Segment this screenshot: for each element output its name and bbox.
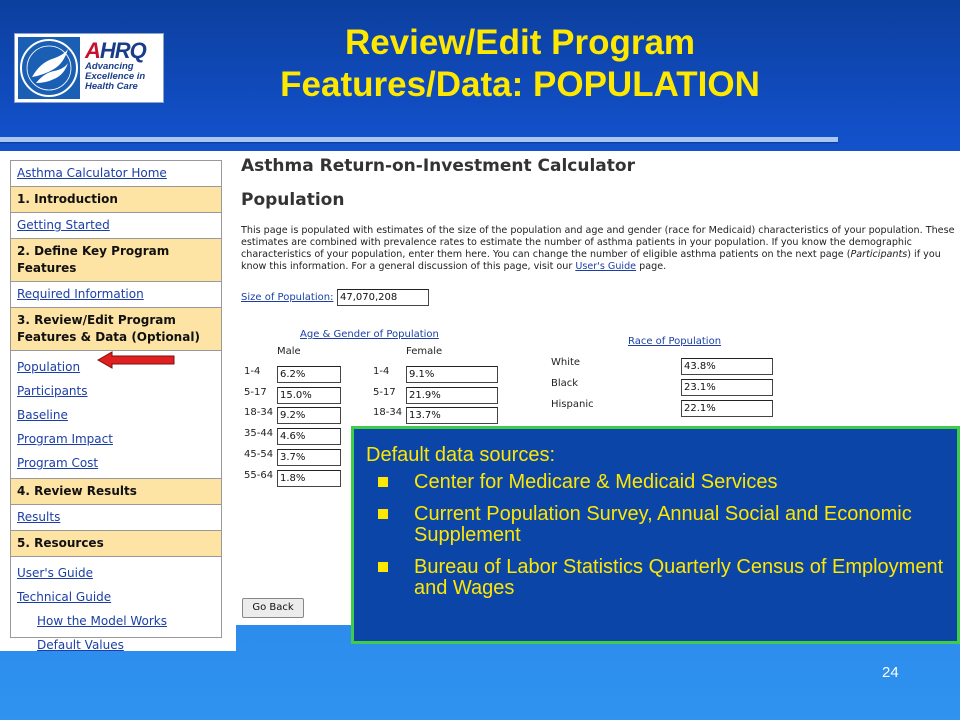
slide-title-line-2: Features/Data: POPULATION	[280, 65, 760, 104]
nav-section-review-edit: 3. Review/Edit Program Features & Data (Optional)	[11, 308, 221, 351]
nav-item-home[interactable]	[11, 161, 221, 187]
age-label: 1-4	[244, 366, 261, 377]
female-percent-input[interactable]: 9.1%	[406, 366, 498, 383]
age-label: 18-34	[244, 407, 274, 418]
nav-section-resources: 5. Resources	[11, 531, 221, 557]
nav-link-participants[interactable]: Participants	[17, 384, 88, 398]
ahrq-tagline-3: Health Care	[85, 81, 138, 92]
age-label: 55-64	[244, 470, 274, 481]
nav-link-home[interactable]: Asthma Calculator Home	[17, 166, 167, 180]
slide-title	[170, 22, 870, 106]
male-percent-input[interactable]: 1.8%	[277, 470, 341, 487]
data-source-item: Current Population Survey, Annual Social and Economic Supplement	[366, 504, 957, 546]
callout-heading: Default data sources:	[366, 444, 555, 466]
ahrq-logo: AHRQ Advancing Excellence in Health Care	[85, 38, 161, 100]
users-guide-link[interactable]: User's Guide	[575, 261, 637, 272]
nav-link-default-values[interactable]: Default Values	[37, 638, 124, 652]
size-of-population-input[interactable]: 47,070,208	[337, 289, 429, 306]
red-arrow-icon	[96, 351, 176, 369]
nav-link-how-model-works[interactable]: How the Model Works	[37, 614, 167, 628]
nav-link-users-guide[interactable]: User's Guide	[17, 566, 93, 580]
hhs-seal-icon	[18, 37, 80, 99]
race-label: Hispanic	[551, 399, 594, 410]
nav-section-introduction: 1. Introduction	[11, 187, 221, 213]
race-heading[interactable]: Race of Population	[628, 336, 722, 347]
male-percent-input[interactable]: 4.6%	[277, 428, 341, 445]
female-percent-input[interactable]: 21.9%	[406, 387, 498, 404]
nav-link-population[interactable]: Population	[17, 360, 81, 374]
size-of-population-label[interactable]: Size of Population:	[241, 292, 334, 303]
age-label: 1-4	[373, 366, 390, 377]
data-source-item: Bureau of Labor Statistics Quarterly Census of Employment and Wages	[366, 557, 957, 599]
logo-box	[14, 33, 164, 103]
race-percent-input[interactable]: 23.1%	[681, 379, 773, 396]
age-gender-heading[interactable]: Age & Gender of Population	[300, 329, 439, 340]
data-source-item: Center for Medicare & Medicaid Services	[366, 472, 957, 493]
size-of-population-row	[241, 292, 398, 304]
nav-item-required-information[interactable]	[11, 282, 221, 308]
nav-item-results[interactable]	[11, 505, 221, 531]
age-label: 35-44	[244, 428, 274, 439]
male-percent-input[interactable]: 9.2%	[277, 407, 341, 424]
nav-section-review-results: 4. Review Results	[11, 479, 221, 505]
nav-link-baseline[interactable]: Baseline	[17, 408, 68, 422]
nav-group-resources	[11, 557, 221, 660]
age-label: 5-17	[244, 387, 267, 398]
nav-link-program-impact[interactable]: Program Impact	[17, 432, 113, 446]
nav-link-getting-started[interactable]: Getting Started	[17, 218, 110, 232]
age-label: 45-54	[244, 449, 274, 460]
data-sources-list	[366, 472, 957, 599]
nav-group-review-edit	[11, 351, 221, 479]
race-percent-input[interactable]: 22.1%	[681, 400, 773, 417]
nav-link-program-cost[interactable]: Program Cost	[17, 456, 99, 470]
female-column-header: Female	[406, 346, 443, 357]
nav-link-results[interactable]: Results	[17, 510, 61, 524]
male-percent-input[interactable]: 6.2%	[277, 366, 341, 383]
nav-link-technical-guide[interactable]: Technical Guide	[17, 590, 112, 604]
population-heading: Population	[241, 190, 345, 210]
calculator-title: Asthma Return-on-Investment Calculator	[241, 156, 635, 176]
nav-link-required-information[interactable]: Required Information	[17, 287, 144, 301]
intro-paragraph: This page is populated with estimates of the size of the population and age and gender (race for Medicaid) characteristics of your population. These estimates are combined with prevalence rates to estimate the number of asthma patients in your population. If you know the demographic characteristics of your population, enter them here. You can change the number of eligible asthma patients on the next page (Participants) if you know this information. For a general discussion of this page, visit our User's Guide page.	[241, 225, 955, 272]
nav-item-getting-started[interactable]	[11, 213, 221, 239]
data-sources-callout	[351, 426, 960, 644]
female-percent-input[interactable]: 13.7%	[406, 407, 498, 424]
race-label: White	[551, 357, 581, 368]
male-percent-input[interactable]: 15.0%	[277, 387, 341, 404]
age-label: 18-34	[373, 407, 403, 418]
go-back-button[interactable]: Go Back	[242, 598, 304, 618]
calculator-nav	[10, 160, 222, 652]
nav-section-define-features: 2. Define Key Program Features	[11, 239, 221, 282]
male-percent-input[interactable]: 3.7%	[277, 449, 341, 466]
male-column-header: Male	[277, 346, 301, 357]
race-percent-input[interactable]: 43.8%	[681, 358, 773, 375]
ahrq-tagline-2: Excellence in	[85, 71, 146, 82]
race-label: Black	[551, 378, 579, 389]
page-number: 24	[882, 664, 899, 681]
ahrq-tagline-1: Advancing	[85, 61, 134, 72]
title-divider	[0, 137, 838, 142]
slide-title-line-1: Review/Edit Program	[344, 23, 696, 62]
age-label: 5-17	[373, 387, 396, 398]
